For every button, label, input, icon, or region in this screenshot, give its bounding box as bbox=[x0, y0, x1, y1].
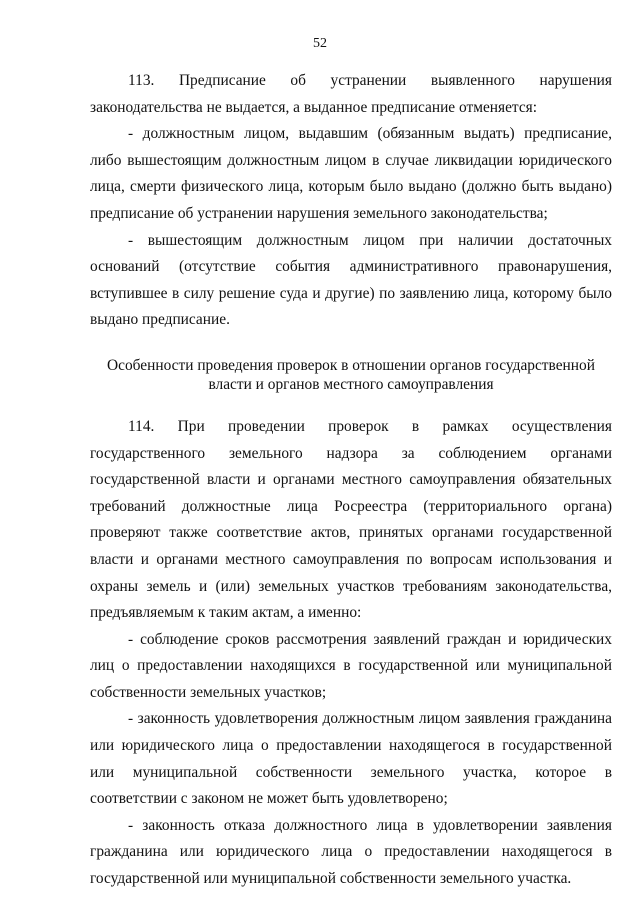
document-body bbox=[90, 68, 612, 893]
list-item-lawful-approval: - законность удовлетворения должностным лицом заявления гражданина или юридического лица о предоставлении находящегося в государственной или муниципальной собственности земельного участка, которое в соответствии с законом не может быть удовлетворено; bbox=[90, 710, 612, 808]
list-item-deadlines: - соблюдение сроков рассмотрения заявлений граждан и юридических лиц о предоставлении находящихся в государственной или муниципальной собственности земельных участков; bbox=[90, 630, 612, 701]
section-heading: Особенности проведения проверок в отношении органов государственной власти и органов местного самоуправления bbox=[107, 356, 595, 393]
list-item-lawful-refusal: - законность отказа должностного лица в удовлетворении заявления гражданина или юридического лица о предоставлении находящегося в государственной или муниципальной собственности земельного участка. bbox=[90, 816, 612, 888]
list-item-issuing-official: - должностным лицом, выдавшим (обязанным выдать) предписание, либо вышестоящим должностным лицом в случае ликвидации юридического лица, смерти физического лица, которым было выдано (должно быть выдано) предписание об устранении нарушения земельного законодательства; bbox=[90, 125, 612, 222]
list-item-superior-official: - вышестоящим должностным лицом при наличии достаточных оснований (отсутствие события административного правонарушения, вступившее в силу решение суда и другие) по заявлению лица, которому было выдано предписание. bbox=[90, 231, 612, 329]
paragraph-113: 113. Предписание об устранении выявленного нарушения законодательства не выдается, а выданное предписание отменяется: bbox=[90, 72, 612, 116]
paragraph-114: 114. При проведении проверок в рамках осуществления государственного земельного надзора за соблюдением органами государственной власти и органами местного самоуправления обязательных требований должностные лица Росреестра (территориального органа) проверяют также соответствие актов, принятых органами государственной власти и органами местного самоуправления по вопросам использования и охраны земель и (или) земельных участков требованиям законодательства, предъявляемым к таким актам, а именно: bbox=[90, 417, 612, 622]
page-number: 52 bbox=[313, 36, 327, 51]
